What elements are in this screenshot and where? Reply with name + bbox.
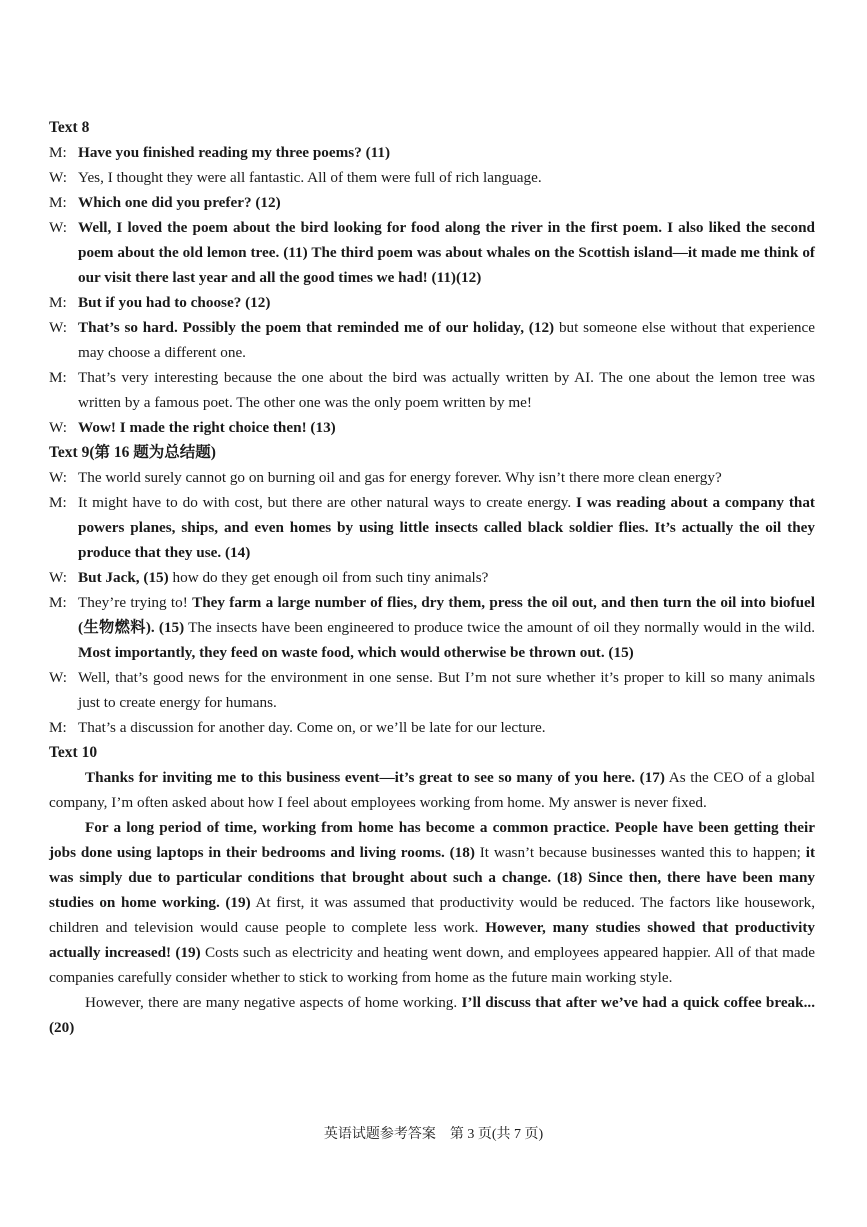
speaker-label: M: <box>49 144 67 161</box>
speaker-label: M: <box>49 594 67 611</box>
transcript-text: That’s a discussion for another day. Come on, or we’ll be late for our lecture. <box>78 719 546 736</box>
transcript-text: As the CEO of a global company, I’m often asked about how I feel about employees working from home. My answer is never fixed. <box>49 769 815 811</box>
speaker-label: W: <box>49 569 67 586</box>
transcript-text: They’re trying to! <box>78 594 193 611</box>
dialogue-turn <box>49 290 815 315</box>
answer-key-text: However, many studies showed that productivity actually increased! (19) <box>49 919 815 961</box>
answer-key-text: Which one did you prefer? (12) <box>78 194 281 211</box>
answer-key-text: I was reading about a company that powers planes, ships, and even homes by using little insects called black soldier flies. It’s actually the oil they produce that they use. (14) <box>78 494 815 561</box>
monologue-paragraph <box>49 765 815 815</box>
answer-key-text: it was simply due to particular conditions that brought about such a change. (18) Since then, there have been many studies on home working. (19) <box>49 844 815 911</box>
utterance <box>78 190 815 215</box>
text10-heading: Text 10 <box>49 744 98 761</box>
monologue-paragraph <box>49 815 815 990</box>
page-footer: 英语试题参考答案 第 3 页(共 7 页) <box>323 1127 544 1142</box>
transcript-text: However, there are many negative aspects of home working. <box>85 994 462 1011</box>
utterance <box>78 140 815 165</box>
transcript-text: Costs such as electricity and heating went down, and employees appeared happier. All of that made companies carefully consider whether to stick to working from home as the future main working style. <box>49 944 815 986</box>
speaker-label: M: <box>49 369 67 386</box>
dialogue-turn <box>49 365 815 415</box>
utterance <box>78 490 815 565</box>
answer-key-text: For a long period of time, working from home has become a common practice. People have been getting their jobs done using laptops in their bedrooms and living rooms. (18) <box>49 819 815 861</box>
answer-key-text: Most importantly, they feed on waste food, which would otherwise be thrown out. (15) <box>78 644 634 661</box>
text8-dialogue <box>49 140 815 440</box>
speaker-label: W: <box>49 219 67 236</box>
dialogue-turn <box>49 140 815 165</box>
transcript-text: The world surely cannot go on burning oil and gas for energy forever. Why isn’t there more clean energy? <box>78 469 722 486</box>
transcript-text: That’s very interesting because the one about the bird was actually written by AI. The one about the lemon tree was written by a famous poet. The other one was the only poem written by me! <box>78 369 815 411</box>
utterance <box>78 215 815 290</box>
answer-key-text: That’s so hard. Possibly the poem that reminded me of our holiday, (12) <box>78 319 555 336</box>
speaker-label: W: <box>49 669 67 686</box>
answer-key-text: Thanks for inviting me to this business event—it’s great to see so many of you here. (17) <box>85 769 665 786</box>
speaker-label: M: <box>49 719 67 736</box>
utterance <box>78 590 815 665</box>
transcript-text: It might have to do with cost, but there are other natural ways to create energy. <box>78 494 577 511</box>
utterance <box>78 565 815 590</box>
answer-key-text: Well, I loved the poem about the bird looking for food along the river in the first poem. I also liked the second poem about the old lemon tree. (11) The third poem was about whales on the Scottish island—it made me think of our visit there last year and all the good times we had! (11)(12) <box>78 219 815 286</box>
answer-key-text: I’ll discuss that after we’ve had a quick coffee break... (20) <box>49 994 815 1036</box>
dialogue-turn <box>49 415 815 440</box>
dialogue-turn <box>49 715 815 740</box>
dialogue-turn <box>49 215 815 290</box>
speaker-label: W: <box>49 169 67 186</box>
utterance <box>78 365 815 415</box>
speaker-label: M: <box>49 494 67 511</box>
utterance <box>78 290 815 315</box>
transcript-text: Yes, I thought they were all fantastic. All of them were full of rich language. <box>78 169 542 186</box>
answer-sheet-page <box>49 115 815 1040</box>
speaker-label: M: <box>49 194 67 211</box>
answer-key-text: Wow! I made the right choice then! (13) <box>78 419 336 436</box>
dialogue-turn <box>49 315 815 365</box>
text8-heading: Text 8 <box>49 119 90 136</box>
answer-key-text: Have you finished reading my three poems? (11) <box>78 144 391 161</box>
dialogue-turn <box>49 465 815 490</box>
transcript-text: but someone else without that experience may choose a different one. <box>78 319 816 361</box>
dialogue-turn <box>49 665 815 715</box>
utterance <box>78 715 815 740</box>
text9-dialogue <box>49 465 815 740</box>
monologue-paragraph <box>49 990 815 1040</box>
transcript-text: The insects have been engineered to produce twice the amount of oil they normally would in the wild. <box>184 619 815 636</box>
text10-monologue <box>49 765 815 1040</box>
dialogue-turn <box>49 590 815 665</box>
dialogue-turn <box>49 165 815 190</box>
dialogue-turn <box>49 190 815 215</box>
answer-key-text: They farm a large number of flies, dry them, press the oil out, and then turn the oil into biofuel (生物燃料). (15) <box>78 594 815 636</box>
utterance <box>78 665 815 715</box>
dialogue-turn <box>49 490 815 565</box>
transcript-text: Well, that’s good news for the environment in one sense. But I’m not sure whether it’s proper to kill so many animals just to create energy for humans. <box>78 669 815 711</box>
speaker-label: W: <box>49 469 67 486</box>
utterance <box>78 465 815 490</box>
speaker-label: W: <box>49 419 67 436</box>
transcript-text: It wasn’t because businesses wanted this to happen; <box>474 844 806 861</box>
text9-heading: Text 9(第 16 题为总结题) <box>49 444 216 461</box>
transcript-text: how do they get enough oil from such tiny animals? <box>168 569 489 586</box>
transcript-text: At first, it was assumed that productivity would be reduced. The factors like housework, children and television would cause people to complete less work. <box>49 894 815 936</box>
answer-key-text: But if you had to choose? (12) <box>78 294 271 311</box>
utterance <box>78 165 815 190</box>
dialogue-turn <box>49 565 815 590</box>
speaker-label: W: <box>49 319 67 336</box>
speaker-label: M: <box>49 294 67 311</box>
answer-key-text: But Jack, (15) <box>78 569 169 586</box>
utterance <box>78 415 815 440</box>
utterance <box>78 315 815 365</box>
